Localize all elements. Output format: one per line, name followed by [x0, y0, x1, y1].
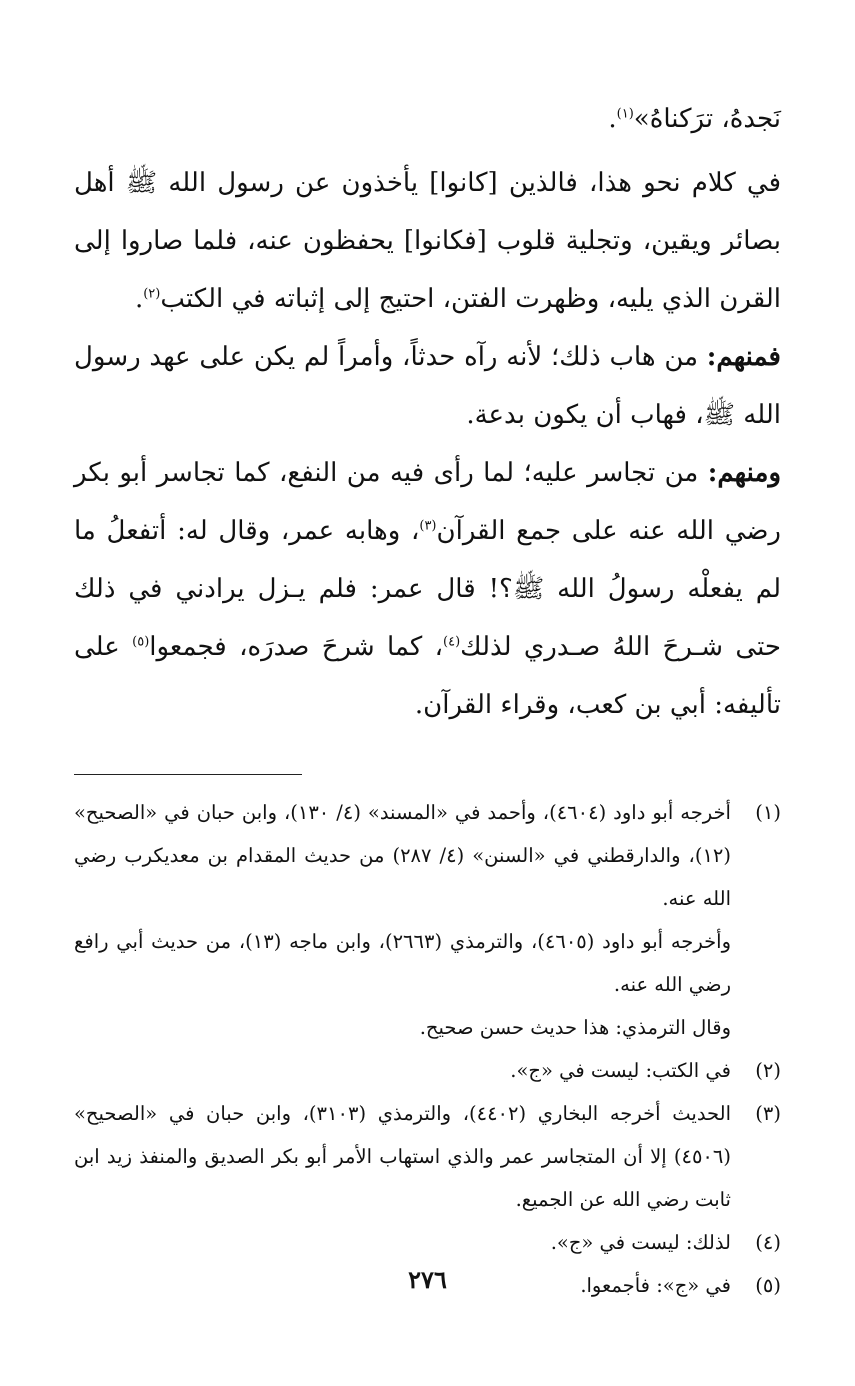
paragraph-2 — [74, 328, 781, 444]
footnote-text: لذلك: ليست في «ج». — [550, 1231, 731, 1254]
paragraph-text: في كلام نحو هذا، فالذين [كانوا] يأخذون عن رسول الله ﷺ أهل بصائر ويقين، وتجلية قلوب [فكانوا] يحفظون عنه، فلما صاروا إلى القرن الذي يليه، وظهرت الفتن، احتيج إلى إثباته في الكتب — [74, 168, 781, 314]
footnote-text: أخرجه أبو داود (٤٦٠٤)، وأحمد في «المسند» (٤/ ١٣٠)، وابن حبان في «الصحيح» (١٢)، والدارقطني في «السنن» (٤/ ٢٨٧) من حديث المقدام بن معديكرب رضي الله عنه. — [74, 801, 731, 910]
footnote-divider — [74, 774, 302, 775]
footnote-ref: (٣) — [419, 518, 437, 534]
footnote-number: (١) — [755, 801, 781, 824]
paragraph-1: في كلام نحو هذا، فالذين [كانوا] يأخذون عن رسول الله ﷺ أهل بصائر ويقين، وتجلية قلوب [فكانوا] يحفظون عنه، فلما صاروا إلى القرن الذي يليه، وظهرت الفتن، احتيج إلى إثباته في الكتب$^{(٢)}$. — [74, 168, 781, 314]
paragraph-text: من تجاسر عليه؛ لما رأى فيه من النفع، كما تجاسر أبو بكر رضي الله عنه على جمع القرآن — [74, 458, 781, 546]
page-number: ٢٧٦ — [408, 1265, 447, 1294]
footnote-text: في الكتب: ليست في «ج». — [510, 1059, 731, 1082]
footnotes — [74, 791, 781, 1307]
main-text — [74, 90, 781, 734]
paragraph-0: نَجدهُ، ترَكناهُ»$^{(١)}$. — [608, 104, 781, 134]
paragraph-text: على تأليفه: أبي بن كعب، وقراء القرآن. — [74, 632, 781, 720]
paragraph-lead: فمنهم: — [706, 342, 781, 372]
footnote-text: وقال الترمذي: هذا حديث حسن صحيح. — [419, 1016, 731, 1039]
footnote-number: (٣) — [755, 1102, 781, 1125]
paragraph-lead: ومنهم: — [707, 458, 781, 488]
footnote-number: (٢) — [755, 1059, 781, 1082]
footnote-ref: (٢) — [143, 286, 161, 302]
footnote-text: الحديث أخرجه البخاري (٤٤٠٢)، والترمذي (٣١٠٣)، وابن حبان في «الصحيح» (٤٥٠٦) إلا أن المتجاسر عمر والذي استهاب الأمر أبو بكر الصديق والمنفذ زيد ابن ثابت رضي الله عن الجميع. — [74, 1102, 731, 1211]
footnote — [74, 1006, 781, 1049]
footnote-text: في «ج»: فأجمعوا. — [580, 1274, 731, 1297]
footnote-number: (٤) — [755, 1231, 781, 1254]
footnote — [74, 1049, 781, 1092]
text-line: نَجدهُ، ترَكناهُ» — [633, 104, 781, 134]
footnote-text: وأخرجه أبو داود (٤٦٠٥)، والترمذي (٢٦٦٣)، وابن ماجه (١٣)، من حديث أبي رافع رضي الله عنه. — [74, 930, 731, 996]
footnote-ref: (١) — [616, 106, 634, 122]
paragraph-text: ، وهابه عمر، وقال له: أتفعلُ ما لم يفعلْه رسولُ الله ﷺ؟! قال عمر: فلم يـزل يرادني في ذلك حتى شـرحَ اللهُ صـدري لذلك — [74, 516, 781, 662]
footnote-ref: (٤) — [443, 634, 461, 650]
paragraph-text: ، كما شرحَ صدرَه، فجمعوا — [149, 632, 444, 662]
paragraph-text: من هاب ذلك؛ لأنه رآه حدثاً، وأمراً لم يكن على عهد رسول الله ﷺ، فهاب أن يكون بدعة. — [74, 342, 781, 430]
footnote — [74, 1221, 781, 1264]
paragraph-3 — [74, 444, 781, 734]
footnote — [74, 920, 781, 1006]
footnote — [74, 791, 781, 920]
footnote-ref: (٥) — [132, 634, 150, 650]
footnote-number: (٥) — [755, 1274, 781, 1297]
footnote — [74, 1092, 781, 1221]
